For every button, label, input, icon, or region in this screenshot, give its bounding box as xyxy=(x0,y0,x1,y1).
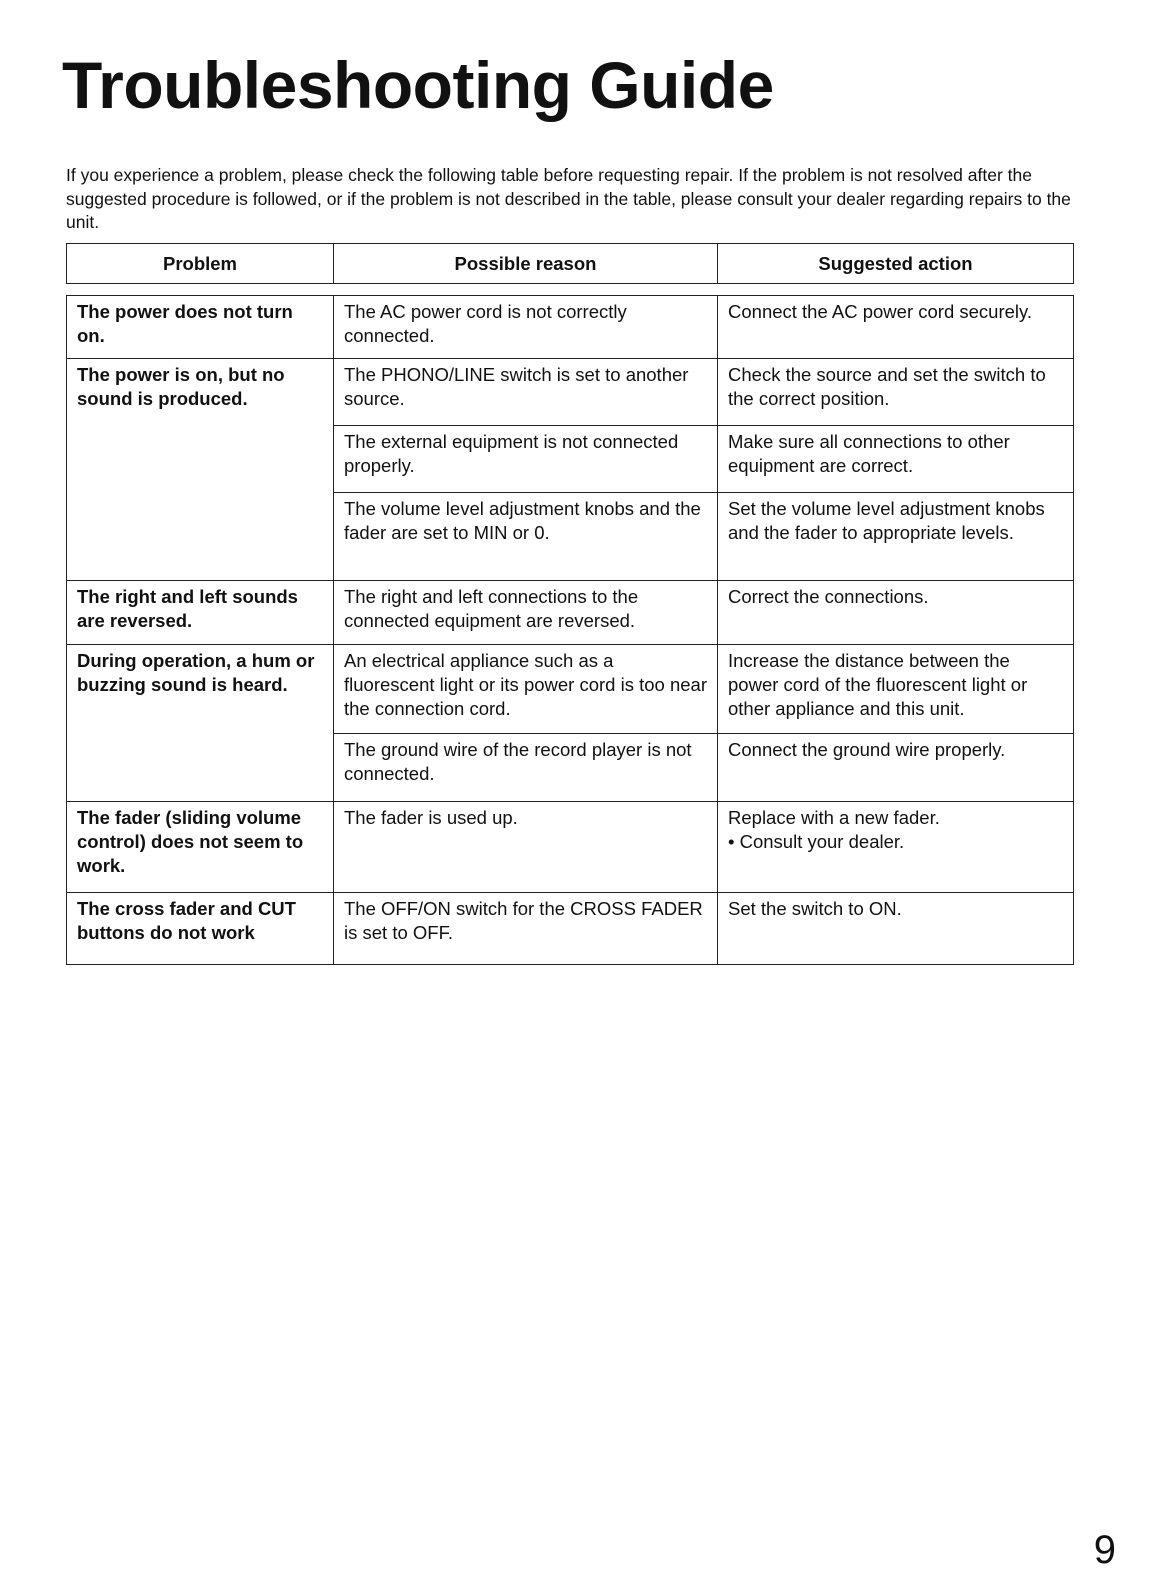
problem-cell: The power does not turn on. xyxy=(67,296,334,359)
troubleshooting-table-header xyxy=(66,243,1074,284)
header-row xyxy=(67,244,1074,284)
header-possible-reason: Possible reason xyxy=(334,244,718,284)
problem-cell: The fader (sliding volume control) does not seem to work. xyxy=(67,802,334,893)
page-title: Troubleshooting Guide xyxy=(62,48,774,122)
action-line: Replace with a new fader. xyxy=(728,807,940,828)
action-cell: Correct the connections. xyxy=(718,581,1074,645)
header-suggested-action: Suggested action xyxy=(718,244,1074,284)
reason-cell: The ground wire of the record player is not connected. xyxy=(334,734,718,802)
table-row xyxy=(67,802,1074,893)
table-row xyxy=(67,645,1074,734)
action-cell: Make sure all connections to other equipment are correct. xyxy=(718,426,1074,493)
reason-cell: The external equipment is not connected properly. xyxy=(334,426,718,493)
page-number: 9 xyxy=(1093,1528,1116,1572)
action-cell: Set the switch to ON. xyxy=(718,893,1074,965)
troubleshooting-table xyxy=(66,295,1074,965)
table-row xyxy=(67,581,1074,645)
action-cell: Connect the AC power cord securely. xyxy=(718,296,1074,359)
intro-paragraph: If you experience a problem, please check the following table before requesting repair. If the problem is not resolved after the suggested procedure is followed, or if the problem is not described in the table, please consult your dealer regarding repairs to the unit. xyxy=(66,165,1071,232)
reason-cell: The right and left connections to the connected equipment are reversed. xyxy=(334,581,718,645)
reason-cell: An electrical appliance such as a fluorescent light or its power cord is too near the connection cord. xyxy=(334,645,718,734)
reason-cell: The AC power cord is not correctly connected. xyxy=(334,296,718,359)
problem-cell: The cross fader and CUT buttons do not work xyxy=(67,893,334,965)
problem-cell: The power is on, but no sound is produced. xyxy=(67,359,334,581)
action-cell: Check the source and set the switch to the correct position. xyxy=(718,359,1074,426)
reason-cell: The volume level adjustment knobs and the fader are set to MIN or 0. xyxy=(334,493,718,581)
action-bullet: • Consult your dealer. xyxy=(728,831,905,852)
table-row xyxy=(67,359,1074,426)
header-problem: Problem xyxy=(67,244,334,284)
table-row xyxy=(67,893,1074,965)
reason-cell: The OFF/ON switch for the CROSS FADER is set to OFF. xyxy=(334,893,718,965)
action-cell: Connect the ground wire properly. xyxy=(718,734,1074,802)
reason-cell: The fader is used up. xyxy=(334,802,718,893)
reason-cell: The PHONO/LINE switch is set to another source. xyxy=(334,359,718,426)
problem-cell: During operation, a hum or buzzing sound is heard. xyxy=(67,645,334,802)
action-cell: Increase the distance between the power cord of the fluorescent light or other appliance and this unit. xyxy=(718,645,1074,734)
action-cell xyxy=(718,802,1074,893)
table-row xyxy=(67,296,1074,359)
action-cell: Set the volume level adjustment knobs and the fader to appropriate levels. xyxy=(718,493,1074,581)
problem-cell: The right and left sounds are reversed. xyxy=(67,581,334,645)
